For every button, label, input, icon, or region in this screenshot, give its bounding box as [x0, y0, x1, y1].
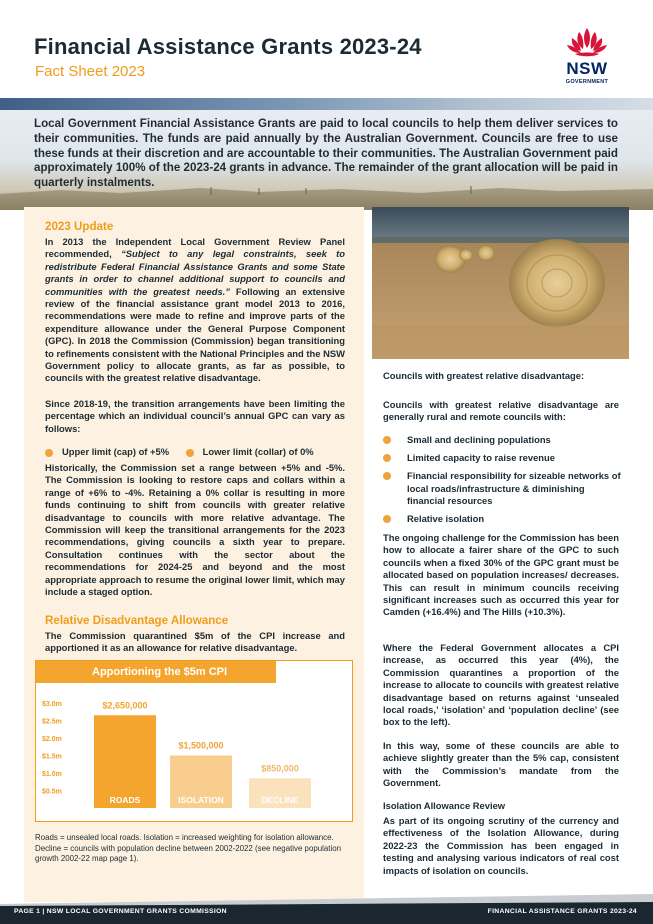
isolation-paragraph: As part of its ongoing scrutiny of the currency and effectiveness of the Isolation Allowance, during 2022-23 the Commission has been engaged in testing and analysing various indicators of real cost impacts of isolation on councils.	[383, 815, 619, 876]
y-tick-label: $2.5m	[42, 718, 62, 726]
update-p1-intro: In 2013 the Independent Local Government Review Panel recommended,	[45, 236, 345, 260]
orange-dot-icon	[383, 436, 391, 444]
bullet-text: Small and declining populations	[407, 434, 551, 445]
page-subtitle: Fact Sheet 2023	[35, 63, 146, 80]
orange-dot-icon	[383, 472, 391, 480]
councils-paragraph-1: Councils with greatest relative disadvantage are generally rural and remote councils with:	[383, 399, 619, 423]
update-p1-rest: Following an extensive review of the financial assistance grant model 2013 to 2016, recommendations were made to refine and improve parts of the expenditure allowance under the General Purpose Component (GPC). In 2018 the Commission (Commission) began transitioning to refinements consistent with the National Principles and the NSW Government policy to allocate grants, as far as possible, to councils with the greatest relative disadvantage.	[45, 285, 345, 384]
chart-footnote: Roads = unsealed local roads. Isolation = increased weighting for isolation allowance. Decline = councils with population decline between 2002-2022 (see negative population growth 2002-22 map page 1).	[35, 833, 341, 864]
councils-paragraph-4: In this way, some of these councils are able to achieve slightly greater than the 5% cap, consistent with the Commission’s mandate from the Government.	[383, 740, 619, 789]
page-header	[0, 0, 653, 98]
logo-nsw-text: NSW	[566, 59, 608, 78]
banner-stripe	[0, 98, 653, 110]
nsw-government-logo	[558, 24, 616, 90]
chart-svg	[36, 661, 352, 821]
list-item	[383, 452, 623, 464]
orange-dot-icon	[186, 449, 194, 457]
page-title: Financial Assistance Grants 2023-24	[34, 34, 422, 59]
y-tick-label: $1.0m	[42, 771, 62, 778]
bullet-text: Limited capacity to raise revenue	[407, 452, 555, 464]
y-tick-label: $1.5m	[42, 753, 62, 761]
limits-bullet-row	[45, 446, 314, 457]
update-heading: 2023 Update	[45, 220, 114, 233]
data-label: $2,650,000	[102, 700, 148, 711]
data-label: $1,500,000	[178, 740, 224, 751]
apportioning-chart	[35, 660, 353, 822]
list-item	[383, 470, 623, 507]
orange-dot-icon	[45, 449, 53, 457]
y-tick-label: $0.5m	[42, 788, 62, 796]
update-paragraph-2: Since 2018-19, the transition arrangements have been limiting the percentage which an individual council’s annual GPC can vary as follows:	[45, 398, 345, 434]
councils-heading: Councils with greatest relative disadvantage:	[383, 370, 585, 381]
isolation-heading: Isolation Allowance Review	[383, 800, 506, 811]
rda-heading: Relative Disadvantage Allowance	[45, 614, 229, 627]
logo-government-text: GOVERNMENT	[565, 79, 609, 85]
councils-paragraph-3: Where the Federal Government allocates a CPI increase, as occurred this year (4%), the Commission quarantines a proportion of the increase to allocate to councils with greatest relative disadvantage based on returns against ‘unsealed local roads,’ ‘isolation’ and ‘population decline’ (see box to the left).	[383, 642, 619, 728]
waratah-icon	[564, 24, 610, 58]
list-item	[383, 513, 623, 525]
category-label: ISOLATION	[178, 795, 224, 805]
intro-paragraph: Local Government Financial Assistance Grants are paid to local councils to help them deliver services to their communities. The funds are paid annually by the Australian Government. Councils are free to use these funds at their discretion and are accountable to their communities. The Australian Government paid approximately 100% of the 2023-24 grants in advance. The remainder of the grant allocation will be paid in quarterly instalments.	[34, 117, 618, 190]
list-item	[383, 434, 623, 446]
councils-paragraph-2: The ongoing challenge for the Commission has been how to allocate a fairer share of the GPC to such councils when a fixed 30% of the GPC grant must be allocated based on population increases/ decreases. This can result in minimum councils receiving significant increases such as occurred this year for Camden (+16.4%) and The Hills (+10.3%).	[383, 532, 619, 618]
y-tick-label: $3.0m	[42, 701, 62, 708]
footer-left-text: PAGE 1 | NSW LOCAL GOVERNMENT GRANTS COMMISSION	[14, 908, 227, 915]
bullet-text: Relative isolation	[407, 513, 485, 525]
bullet-text: Financial responsibility for sizeable networks of local roads/infrastructure & diminishing financial resources	[407, 470, 621, 506]
lower-limit-text: Lower limit (collar) of 0%	[202, 446, 314, 457]
chart-title: Apportioning the $5m CPI	[36, 661, 276, 683]
category-label: ROADS	[109, 795, 141, 805]
hay-bales-photo	[372, 207, 629, 359]
upper-limit-text: Upper limit (cap) of +5%	[62, 446, 170, 457]
category-label: DECLINE	[261, 795, 299, 805]
data-label: $850,000	[261, 763, 299, 774]
footer-right-text: FINANCIAL ASSISTANCE GRANTS 2023-24	[487, 908, 637, 915]
orange-dot-icon	[383, 454, 391, 462]
councils-bullet-list	[383, 434, 623, 531]
update-paragraph-3: Historically, the Commission set a range between +5% and -5%. The Commission is looking to restore caps and collars within a range of +6% to -4%. Retaining a 0% collar is resulting in more funds continuing to shift from councils with greater relative disadvantage to councils with more relative advantage. The Commission will keep the transitional arrangements for the 2023 recommendations, giving councils a sixth year to prepare. Consultation continues with the sector about the recommendations for 2024-25 and beyond and the most appropriate approach to resume the original lower limit, which may include a staged option.	[45, 462, 345, 598]
rda-paragraph: The Commission quarantined $5m of the CPI increase and apportioned it as an allowance for relative disadvantage.	[45, 630, 345, 654]
update-paragraph-1	[45, 236, 345, 385]
orange-dot-icon	[383, 515, 391, 523]
update-p1-quote: “Subject to any legal constraints, seek to redistribute Federal Financial Assistance Grants and some State grants in order to channel additional support to councils and communities with the greatest needs.”	[45, 248, 346, 297]
hay-bales-image	[372, 207, 629, 359]
y-tick-label: $2.0m	[42, 736, 62, 743]
